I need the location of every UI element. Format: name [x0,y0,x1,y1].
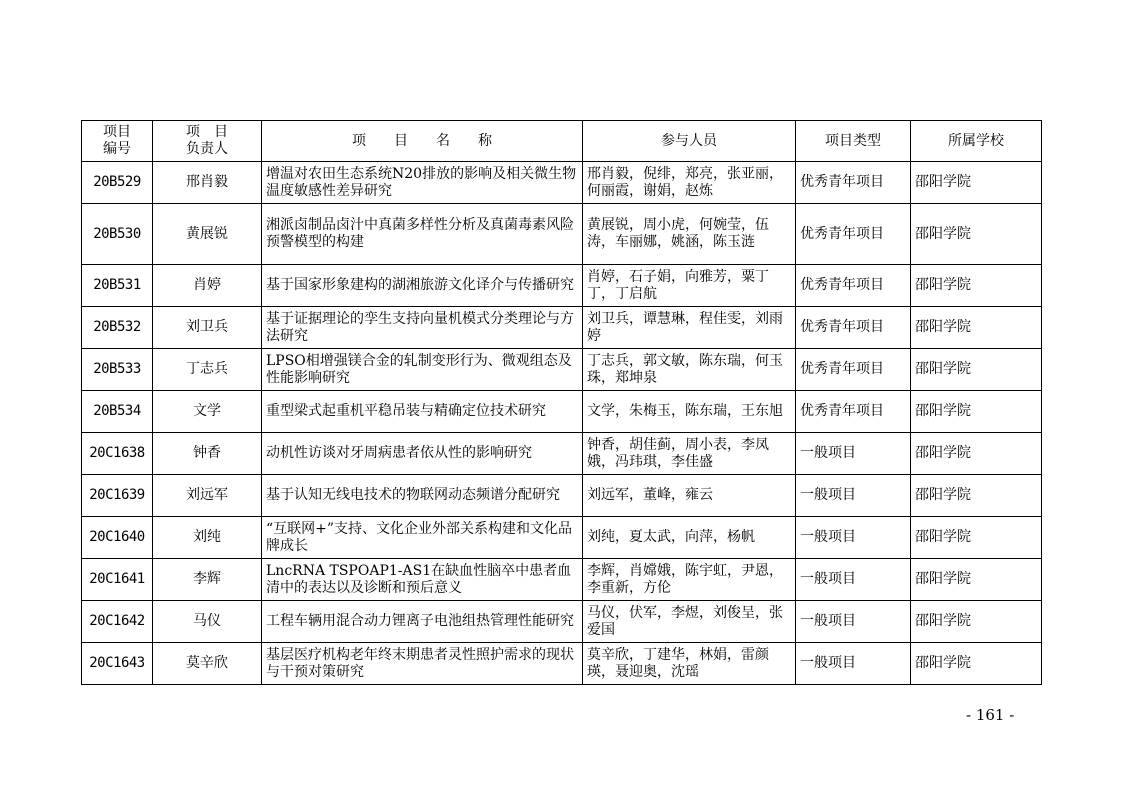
table-row [82,307,1042,349]
project-type: 一般项目 [796,559,911,601]
project-leader: 文学 [153,391,262,433]
project-type: 优秀青年项目 [796,204,911,265]
project-type: 一般项目 [796,475,911,517]
table-row [82,349,1042,391]
table-body [82,162,1042,685]
table-row [82,475,1042,517]
table-row [82,391,1042,433]
project-id: 20C1638 [82,433,153,475]
header-project-id-line1: 项目 [103,124,131,140]
project-id: 20C1642 [82,601,153,643]
header-members: 参与人员 [583,121,796,162]
table-row [82,265,1042,307]
table-row [82,433,1042,475]
project-school: 邵阳学院 [911,517,1042,559]
project-type: 优秀青年项目 [796,265,911,307]
project-leader: 刘远军 [153,475,262,517]
project-id: 20C1640 [82,517,153,559]
project-type: 优秀青年项目 [796,391,911,433]
table-row [82,559,1042,601]
project-members: 刘纯，夏太武，向萍，杨帆 [583,517,796,559]
table-row [82,517,1042,559]
project-members: 黄展锐，周小虎，何婉莹，伍涛，车丽娜，姚涵，陈玉涟 [583,204,796,265]
project-members: 李辉，肖嫦娥，陈宇虹，尹恩，李重新，方伦 [583,559,796,601]
project-school: 邵阳学院 [911,559,1042,601]
project-id: 20B534 [82,391,153,433]
header-type: 项目类型 [796,121,911,162]
project-type: 优秀青年项目 [796,162,911,204]
project-school: 邵阳学院 [911,475,1042,517]
header-leader [153,121,262,162]
header-school: 所属学校 [911,121,1042,162]
header-project-id [82,121,153,162]
project-school: 邵阳学院 [911,349,1042,391]
project-name: 动机性访谈对牙周病患者依从性的影响研究 [262,433,583,475]
page-number: - 161 - [966,706,1015,724]
project-leader: 马仪 [153,601,262,643]
table-row [82,601,1042,643]
project-table [81,120,1042,685]
project-id: 20B533 [82,349,153,391]
project-school: 邵阳学院 [911,601,1042,643]
project-name: 基于国家形象建构的湖湘旅游文化译介与传播研究 [262,265,583,307]
header-leader-line1: 项 目 [186,124,228,140]
project-members: 钟香，胡佳蓟，周小表，李凤娥，冯玮琪，李佳盛 [583,433,796,475]
project-id: 20C1639 [82,475,153,517]
project-name: “互联网+”支持、文化企业外部关系构建和文化品牌成长 [262,517,583,559]
project-id: 20B531 [82,265,153,307]
project-leader: 黄展锐 [153,204,262,265]
project-leader: 刘纯 [153,517,262,559]
project-name: 重型梁式起重机平稳吊装与精确定位技术研究 [262,391,583,433]
header-leader-line2: 负责人 [186,141,228,157]
project-leader: 李辉 [153,559,262,601]
project-id: 20B530 [82,204,153,265]
project-id: 20B529 [82,162,153,204]
project-members: 肖婷，石子娟，向雅芳，粟丁丁，丁启航 [583,265,796,307]
table-row [82,162,1042,204]
project-name: 增温对农田生态系统N20排放的影响及相关微生物温度敏感性差异研究 [262,162,583,204]
table-row [82,643,1042,685]
header-project-id-line2: 编号 [103,141,131,157]
project-leader: 丁志兵 [153,349,262,391]
project-school: 邵阳学院 [911,204,1042,265]
project-school: 邵阳学院 [911,391,1042,433]
project-type: 一般项目 [796,517,911,559]
project-type: 一般项目 [796,601,911,643]
project-type: 优秀青年项目 [796,307,911,349]
project-leader: 刘卫兵 [153,307,262,349]
project-name: 基层医疗机构老年终末期患者灵性照护需求的现状与干预对策研究 [262,643,583,685]
project-members: 莫辛欣，丁建华，林娟，雷颜瑛，聂迎奥，沈瑶 [583,643,796,685]
project-id: 20C1641 [82,559,153,601]
project-name: LncRNA TSPOAP1-AS1在缺血性脑卒中患者血清中的表达以及诊断和预后意义 [262,559,583,601]
project-name: 基于认知无线电技术的物联网动态频谱分配研究 [262,475,583,517]
project-members: 邢肖毅，倪绯，郑亮，张亚丽，何丽霞，谢娟，赵炼 [583,162,796,204]
project-type: 优秀青年项目 [796,349,911,391]
project-members: 马仪，伏军，李煜，刘俊呈，张爱国 [583,601,796,643]
project-leader: 莫辛欣 [153,643,262,685]
project-type: 一般项目 [796,643,911,685]
project-name: 工程车辆用混合动力锂离子电池组热管理性能研究 [262,601,583,643]
project-members: 丁志兵，郭文敏，陈东瑞，何玉珠，郑坤泉 [583,349,796,391]
project-name: LPSO相增强镁合金的轧制变形行为、微观组态及性能影响研究 [262,349,583,391]
project-name: 湘派卤制品卤汁中真菌多样性分析及真菌毒素风险预警模型的构建 [262,204,583,265]
project-id: 20C1643 [82,643,153,685]
table-row [82,204,1042,265]
project-leader: 邢肖毅 [153,162,262,204]
project-school: 邵阳学院 [911,643,1042,685]
project-school: 邵阳学院 [911,162,1042,204]
project-type: 一般项目 [796,433,911,475]
table-header [82,121,1042,162]
project-school: 邵阳学院 [911,433,1042,475]
project-members: 文学，朱梅玉，陈东瑞，王东旭 [583,391,796,433]
header-project-name: 项 目 名 称 [262,121,583,162]
project-school: 邵阳学院 [911,307,1042,349]
project-name: 基于证据理论的孪生支持向量机模式分类理论与方法研究 [262,307,583,349]
project-members: 刘卫兵，谭慧琳，程佳雯，刘雨婷 [583,307,796,349]
project-leader: 钟香 [153,433,262,475]
project-id: 20B532 [82,307,153,349]
project-members: 刘远军，董峰，雍云 [583,475,796,517]
project-school: 邵阳学院 [911,265,1042,307]
project-leader: 肖婷 [153,265,262,307]
